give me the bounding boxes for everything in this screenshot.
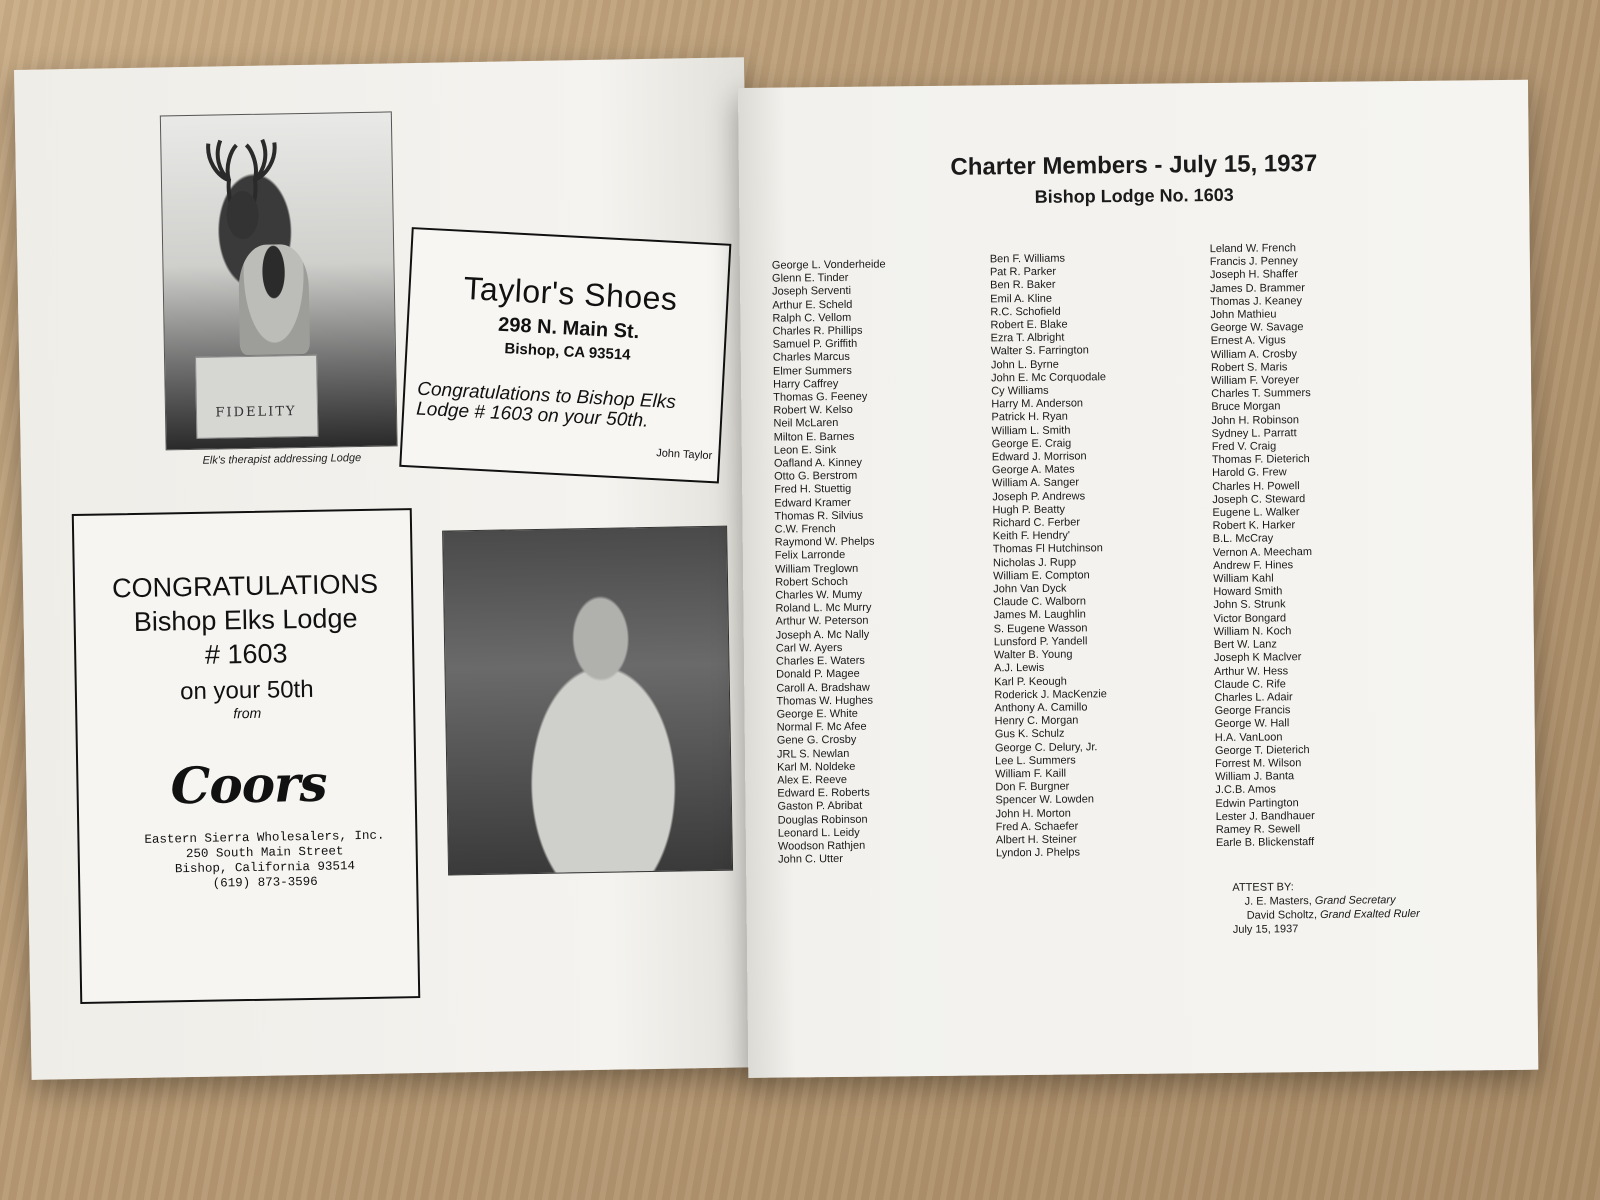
member-name: Henry C. Morgan — [994, 714, 1079, 728]
member-name: George W. Savage — [1210, 321, 1304, 335]
member-name: Charles E. Waters — [775, 654, 865, 668]
member-name: Harold G. Frew — [1212, 466, 1287, 480]
member-name: Joseph C. Steward — [1212, 492, 1306, 506]
man-in-jacket-photo — [442, 526, 733, 876]
member-name: Joseph H. Shaffer — [1209, 268, 1298, 282]
coors-ad-lodge-number: # 1603 — [204, 638, 288, 670]
member-name: H.A. VanLoon — [1214, 730, 1283, 744]
taylor-ad-address: 298 N. Main St. — [497, 313, 640, 344]
member-name: Ramey R. Sewell — [1215, 823, 1301, 836]
members-column-2 — [990, 251, 1206, 861]
member-name: Thomas G. Feeney — [773, 390, 868, 404]
member-name: Charles T. Summers — [1211, 387, 1311, 401]
ruler-name: David Scholtz, — [1246, 908, 1318, 922]
coors-ad-headline: CONGRATULATIONS — [111, 568, 379, 604]
elk-photo-caption: Elk's therapist addressing Lodge — [202, 452, 362, 467]
member-name: William L. Smith — [991, 424, 1071, 438]
elk-therapist-photo — [160, 111, 398, 450]
member-name: Thomas W. Hughes — [776, 694, 874, 708]
member-name: John Van Dyck — [993, 582, 1067, 596]
member-name: John S. Strunk — [1213, 598, 1286, 612]
right-page — [738, 80, 1538, 1078]
member-name: William Kahl — [1213, 572, 1274, 586]
coors-ad-lodge: Bishop Elks Lodge — [133, 603, 358, 637]
member-name: John H. Morton — [995, 807, 1071, 820]
taylors-shoes-ad — [399, 227, 731, 483]
member-name: Francis J. Penney — [1209, 255, 1298, 269]
member-name: Edward J. Morrison — [991, 450, 1087, 464]
charter-members-subtitle: Bishop Lodge No. 1603 — [1034, 184, 1234, 207]
member-name: George C. Delury, Jr. — [994, 740, 1098, 754]
member-name: Bruce Morgan — [1211, 400, 1281, 414]
member-name: James M. Laughlin — [993, 608, 1086, 622]
member-name: John Mathieu — [1210, 308, 1277, 322]
member-name: Caroll A. Bradshaw — [776, 681, 870, 695]
member-name: Harry M. Anderson — [991, 397, 1084, 411]
member-name: George Francis — [1214, 704, 1291, 718]
member-name: Roderick J. MacKenzie — [994, 687, 1107, 702]
member-name: Carl W. Ayers — [775, 641, 843, 655]
taylor-ad-signature: John Taylor — [655, 447, 713, 463]
member-name: William E. Compton — [993, 569, 1090, 583]
member-name: Claude C. Rife — [1214, 677, 1286, 691]
member-name: John E. Mc Corquodale — [990, 370, 1107, 385]
member-name: Joseph P. Andrews — [992, 490, 1086, 504]
wholesaler-city: Bishop, California 93514 — [174, 859, 356, 877]
coors-ad — [72, 508, 420, 1004]
attest-date: July 15, 1937 — [1232, 923, 1299, 936]
member-name: Douglas Robinson — [777, 813, 868, 827]
member-name: Glenn E. Tinder — [771, 272, 849, 285]
member-name: Cy Williams — [991, 384, 1049, 398]
member-name: Robert S. Maris — [1210, 361, 1288, 374]
member-name: Elmer Summers — [772, 364, 852, 378]
member-name: George E. Craig — [991, 437, 1072, 451]
member-name: R.C. Schofield — [990, 305, 1061, 319]
member-name: Victor Bongard — [1213, 611, 1287, 625]
member-name: C.W. French — [774, 523, 836, 536]
member-name: J.C.B. Amos — [1215, 783, 1276, 797]
member-name: Thomas R. Silvius — [774, 509, 864, 523]
member-name: Thomas Fl Hutchinson — [992, 542, 1103, 556]
coors-ad-from: from — [233, 704, 262, 722]
member-name: Fred A. Schaefer — [995, 820, 1079, 834]
member-name: Gaston P. Abribat — [777, 800, 863, 813]
members-column-1 — [772, 257, 988, 867]
member-name: George T. Dieterich — [1214, 743, 1310, 757]
member-name: Fred H. Stuettig — [774, 483, 852, 497]
wholesaler-street: 250 South Main Street — [185, 844, 344, 862]
member-name: William J. Banta — [1215, 770, 1295, 784]
member-name: Claude C. Walborn — [993, 595, 1086, 609]
member-name: Ben F. Williams — [989, 252, 1066, 266]
member-name: Pat R. Parker — [989, 265, 1057, 279]
member-name: Lyndon J. Phelps — [995, 846, 1081, 860]
member-name: Robert Schoch — [775, 575, 849, 589]
coors-logo: Coors — [170, 753, 328, 816]
member-name: James D. Brammer — [1210, 281, 1305, 295]
member-name: Arthur W. Peterson — [775, 615, 869, 629]
members-column-3 — [1210, 241, 1426, 851]
elk-head-mount-icon — [186, 134, 298, 246]
member-name: Ralph C. Vellom — [772, 311, 852, 325]
podium — [195, 355, 318, 439]
member-name: Joseph K Maclver — [1213, 651, 1302, 665]
member-name: Keith F. Hendry' — [992, 529, 1071, 543]
member-name: S. Eugene Wasson — [993, 622, 1088, 636]
attest-block — [1232, 878, 1523, 937]
member-name: Emil A. Kline — [990, 292, 1053, 305]
member-name: Robert E. Blake — [990, 318, 1068, 332]
member-name: Howard Smith — [1213, 585, 1283, 599]
member-name: Leonard L. Leidy — [777, 826, 860, 840]
member-name: John H. Robinson — [1211, 413, 1300, 427]
member-name: Thomas F. Dieterich — [1211, 453, 1310, 467]
member-name: Arthur W. Hess — [1214, 664, 1289, 678]
member-name: Patrick H. Ryan — [991, 411, 1068, 424]
member-name: George A. Mates — [991, 463, 1075, 477]
member-name: William F. Voreyer — [1211, 374, 1300, 388]
member-name: Karl M. Noldeke — [777, 760, 856, 774]
member-name: Andrew F. Hines — [1212, 559, 1294, 572]
left-page — [14, 57, 762, 1080]
member-name: Oafland A. Kinney — [773, 456, 863, 470]
member-name: Richard C. Ferber — [992, 516, 1081, 530]
member-name: Neil McLaren — [773, 417, 839, 431]
member-name: William Treglown — [774, 562, 859, 576]
member-name: Harry Caffrey — [773, 377, 839, 391]
member-name: Joseph Serventi — [772, 285, 852, 299]
member-name: George E. White — [776, 707, 858, 721]
wholesaler-phone: (619) 873-3596 — [212, 874, 318, 891]
member-name: Lee L. Summers — [994, 754, 1076, 768]
member-name: Raymond W. Phelps — [774, 535, 875, 549]
member-name: Lester J. Bandhauer — [1215, 809, 1315, 823]
member-name: William F. Kaill — [995, 767, 1067, 781]
member-name: Joseph A. Mc Nally — [775, 628, 870, 642]
member-name: Arthur E. Scheld — [772, 298, 853, 312]
member-name: William A. Crosby — [1210, 347, 1298, 361]
member-name: Edwin Partington — [1215, 796, 1299, 810]
member-name: Leon E. Sink — [773, 443, 837, 457]
member-name: John L. Byrne — [990, 358, 1059, 371]
secretary-name: J. E. Masters, — [1244, 895, 1312, 908]
member-name: Alex E. Reeve — [777, 773, 848, 787]
member-name: Walter B. Young — [993, 648, 1073, 662]
coors-ad-anniversary: on your 50th — [179, 675, 314, 706]
member-name: William N. Koch — [1213, 625, 1292, 638]
member-name: Earle B. Blickenstaff — [1215, 836, 1315, 850]
coors-wholesaler-block — [119, 828, 410, 893]
member-name: Milton E. Barnes — [773, 430, 855, 444]
member-name: Spencer W. Lowden — [995, 793, 1094, 807]
ruler-title: Grand Exalted Ruler — [1320, 907, 1420, 921]
member-name: George W. Hall — [1214, 717, 1290, 731]
member-name: Charles L. Adair — [1214, 691, 1293, 704]
member-name: Robert K. Harker — [1212, 519, 1296, 533]
member-name: Forrest M. Wilson — [1215, 757, 1302, 770]
member-name: B.L. McCray — [1212, 532, 1274, 546]
member-name: A.J. Lewis — [994, 662, 1045, 675]
member-name: Bert W. Lanz — [1213, 638, 1277, 652]
charter-members-title: Charter Members - July 15, 1937 — [950, 149, 1318, 181]
attest-label: ATTEST BY: — [1232, 881, 1294, 894]
member-name: Hugh P. Beatty — [992, 503, 1066, 517]
member-name: George L. Vonderheide — [771, 258, 886, 272]
wholesaler-name: Eastern Sierra Wholesalers, Inc. — [144, 828, 385, 847]
member-name: Ernest A. Vigus — [1210, 334, 1286, 348]
member-name: Charles W. Mumy — [775, 588, 863, 602]
member-name: Don F. Burgner — [995, 780, 1070, 794]
member-name: Charles Marcus — [772, 351, 850, 365]
speaker-figure — [238, 244, 310, 355]
member-name: Sydney L. Parratt — [1211, 427, 1297, 440]
member-name: Donald P. Magee — [776, 668, 860, 681]
taylor-ad-city: Bishop, CA 93514 — [504, 340, 631, 364]
member-name: Lunsford P. Yandell — [993, 635, 1088, 649]
member-name: Charles R. Phillips — [772, 324, 863, 338]
member-name: Gene G. Crosby — [776, 734, 857, 747]
taylor-ad-title: Taylor's Shoes — [462, 269, 679, 318]
member-name: JRL S. Newlan — [776, 747, 850, 761]
member-name: Otto G. Berstrom — [774, 470, 858, 483]
taylor-ad-message: Congratulations to Bishop Elks Lodge # 1603 on your 50th. — [415, 378, 677, 432]
member-name: Roland L. Mc Murry — [775, 601, 872, 615]
member-name: Albert H. Steiner — [995, 833, 1077, 847]
member-name: Fred V. Craig — [1211, 440, 1277, 454]
secretary-title: Grand Secretary — [1314, 894, 1396, 908]
member-name: Leland W. French — [1209, 242, 1296, 256]
member-name: Gus K. Schulz — [994, 727, 1065, 741]
member-name: Felix Larronde — [774, 549, 846, 563]
member-name: Ezra T. Albright — [990, 331, 1065, 345]
member-name: Edward E. Roberts — [777, 786, 870, 800]
member-name: John C. Utter — [778, 853, 843, 866]
member-name: Normal F. Mc Afee — [776, 720, 867, 734]
member-name: Edward Kramer — [774, 496, 851, 510]
podium-label: FIDELITY — [215, 404, 297, 421]
member-name: William A. Sanger — [992, 476, 1080, 490]
member-name: Woodson Rathjen — [777, 839, 866, 853]
member-name: Thomas J. Keaney — [1210, 294, 1303, 308]
member-name: Nicholas J. Rupp — [992, 556, 1077, 570]
member-name: Eugene L. Walker — [1212, 506, 1300, 520]
member-name: Ben R. Baker — [990, 279, 1056, 292]
member-name: Anthony A. Camillo — [994, 701, 1088, 715]
member-name: Charles H. Powell — [1212, 479, 1300, 493]
member-name: Walter S. Farrington — [990, 344, 1089, 358]
member-name: Robert W. Kelso — [773, 404, 853, 417]
member-name: Karl P. Keough — [994, 675, 1067, 688]
member-name: Samuel P. Griffith — [772, 337, 858, 351]
member-name: Vernon A. Meecham — [1212, 545, 1313, 559]
